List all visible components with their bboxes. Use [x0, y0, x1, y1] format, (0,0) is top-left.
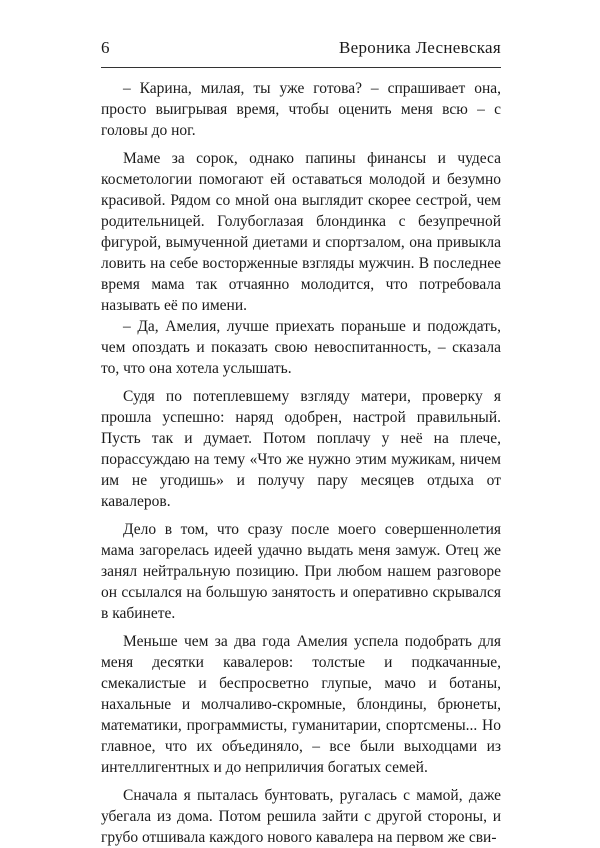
- paragraph: Судя по потеплевшему взгляду матери, проверку я прошла успешно: наряд одобрен, настрой правильный. Пусть так и думает. Потом поплачу у неё на плече, порассуждаю на тему «Что же нужно этим мужикам, ничем им не угодишь» и получу пару месяцев отдыха от кавалеров.: [101, 388, 501, 510]
- body-text: [101, 78, 501, 848]
- paragraph: Меньше чем за два года Амелия успела подобрать для меня десятки кавалеров: толстые и подкачанные, смекалистые и беспросветно глупые, мачо и ботаны, нахальные и молчаливо-скромные, блондины, брюнеты, математики, программисты, гуманитарии, спортсмены... Но главное, что их объединяло, – все были выходцами из интеллигентных и до неприличия богатых семей.: [101, 633, 501, 776]
- paragraph: – Карина, милая, ты уже готова? – спрашивает она, просто выигрывая время, чтобы оценить меня всю – с головы до ног.: [101, 80, 501, 139]
- running-header: [101, 38, 501, 58]
- header-rule: [101, 67, 501, 68]
- paragraph: – Да, Амелия, лучше приехать пораньше и подождать, чем опоздать и показать свою невоспитанность, – сказала то, что она хотела услышать.: [101, 318, 501, 377]
- paragraph: Маме за сорок, однако папины финансы и чудеса косметологии помогают ей оставаться молодой и безумно красивой. Рядом со мной она выглядит скорее сестрой, чем родительницей. Голубоглазая блондинка с безупречной фигурой, вымученной диетами и спортзалом, она привыкла ловить на себе восторженные взгляды мужчин. В последнее время мама так отчаянно молодится, что потребовала называть её по имени.: [101, 150, 501, 314]
- author-name: Вероника Лесневская: [339, 38, 501, 57]
- page-number: 6: [101, 38, 110, 57]
- paragraph: Дело в том, что сразу после моего совершеннолетия мама загорелась идеей удачно выдать меня замуж. Отец же занял нейтральную позицию. При любом нашем разговоре он ссылался на большую занятость и оперативно скрывался в кабинете.: [101, 521, 501, 622]
- paragraph: Сначала я пыталась бунтовать, ругалась с мамой, даже убегала из дома. Потом решила зайти с другой стороны, и грубо отшивала каждого нового кавалера на первом же сви-: [101, 787, 501, 846]
